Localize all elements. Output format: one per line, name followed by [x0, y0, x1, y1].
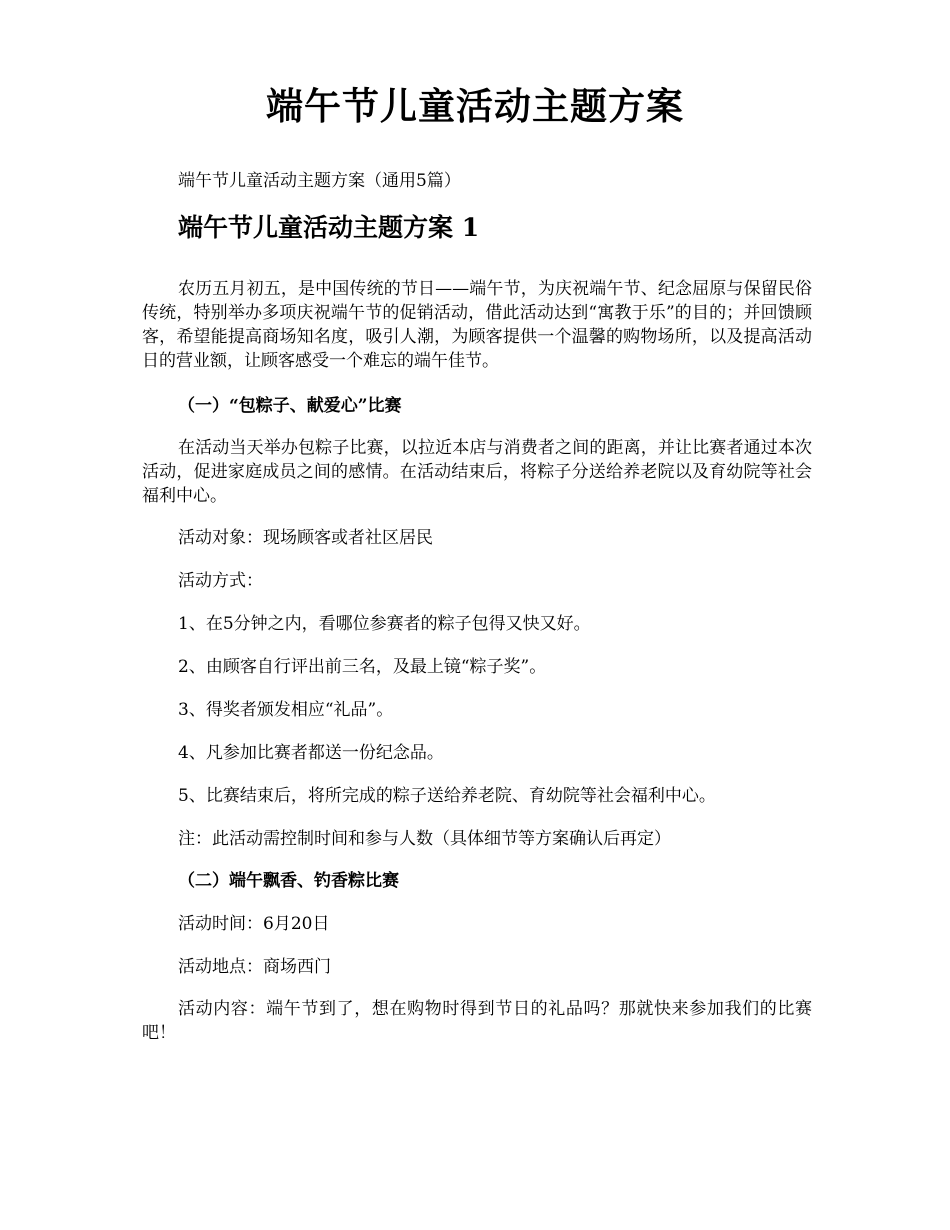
part1-heading: （一）“包粽子、献爱心”比赛: [178, 396, 402, 416]
list-item: 4、凡参加比赛者都送一份纪念品。: [178, 743, 444, 763]
activity-content: 活动内容：端午节到了，想在购物时得到节日的礼品吗？那就快来参加我们的比赛吧！: [142, 999, 812, 1043]
activity-time: 活动时间：6月20日: [178, 914, 330, 934]
activity-location: 活动地点：商场西门: [178, 957, 331, 977]
document-subtitle: 端午节儿童活动主题方案（通用5篇）: [178, 171, 461, 191]
intro-paragraph: 农历五月初五，是中国传统的节日——端午节，为庆祝端午节、纪念屈原与保留民俗传统，特别举办多项庆祝端午节的促销活动，借此活动达到“寓教于乐”的目的；并回馈顾客，希望能提高商场知名度，吸引人潮，为顾客提供一个温馨的购物场所，以及提高活动日的营业额，让顾客感受一个难忘的端午佳节。: [142, 279, 812, 371]
part2-heading: （二）端午飘香、钓香粽比赛: [178, 871, 399, 891]
list-item: 3、得奖者颁发相应“礼品”。: [178, 700, 394, 720]
activity-method-label: 活动方式：: [178, 571, 263, 591]
list-item: 2、由顾客自行评出前三名，及最上镜“粽子奖”。: [178, 657, 547, 677]
activity-note: 注：此活动需控制时间和参与人数（具体细节等方案确认后再定）: [178, 829, 671, 849]
part1-paragraph: 在活动当天举办包粽子比赛，以拉近本店与消费者之间的距离，并让比赛者通过本次活动，促进家庭成员之间的感情。在活动结束后，将粽子分送给养老院以及育幼院等社会福利中心。: [142, 438, 812, 506]
list-item: 1、在5分钟之内，看哪位参赛者的粽子包得又快又好。: [178, 614, 591, 634]
section-heading: 端午节儿童活动主题方案 1: [178, 213, 480, 242]
list-item: 5、比赛结束后，将所完成的粽子送给养老院、育幼院等社会福利中心。: [178, 786, 716, 806]
activity-target: 活动对象：现场顾客或者社区居民: [178, 528, 433, 548]
document-title: 端午节儿童活动主题方案: [266, 84, 684, 128]
